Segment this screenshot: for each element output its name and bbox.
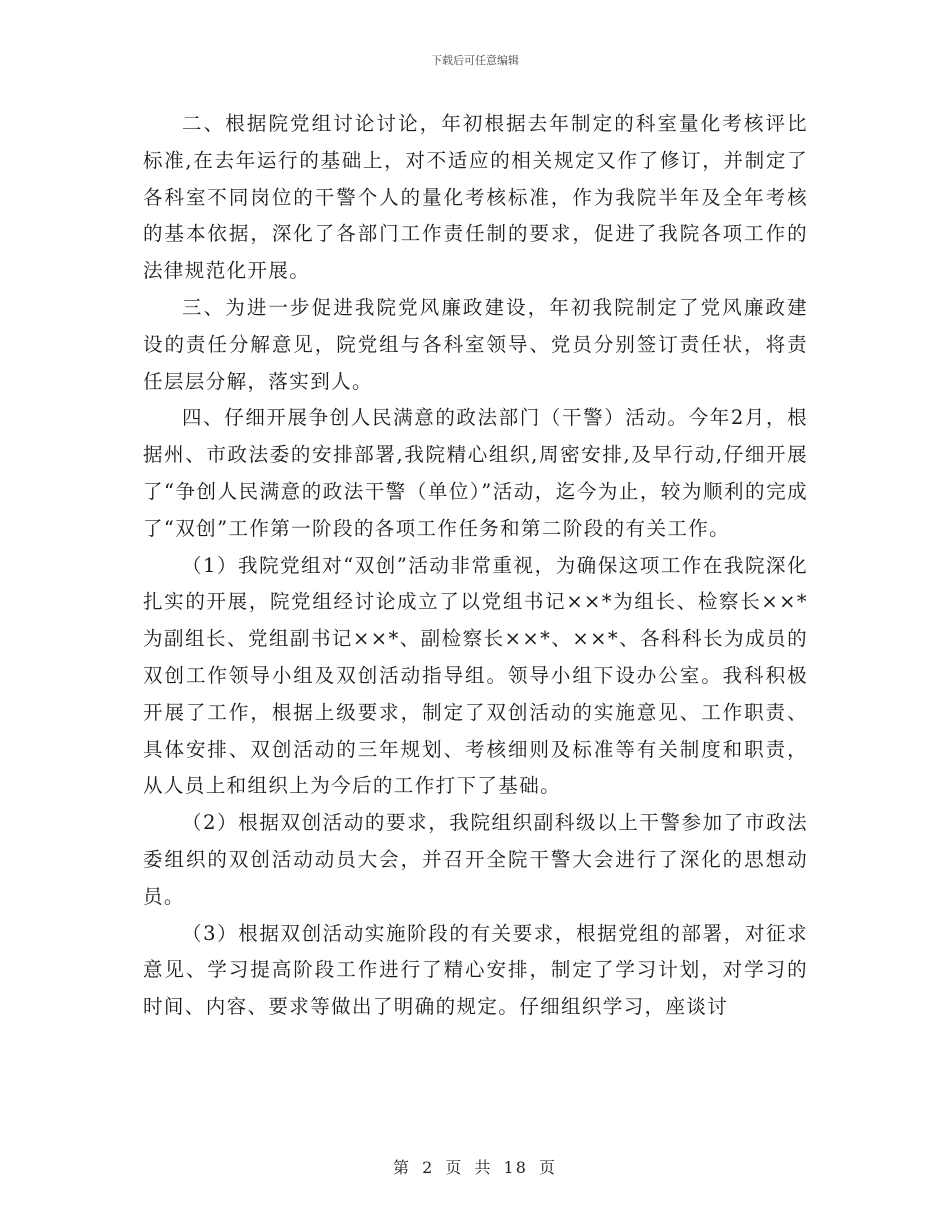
paragraph-4: 四、仔细开展争创人民满意的政法部门（干警）活动。今年2月，根据州、市政法委的安排部署,我院精心组织,周密安排,及早行动,仔细开展了“争创人民满意的政法干警（单位）”活动，迄今为止，较为顺利的完成了“双创”工作第一阶段的各项工作任务和第二阶段的有关工作。 <box>143 406 808 540</box>
paragraph-4-1: （1）我院党组对“双创”活动非常重视，为确保这项工作在我院深化扎实的开展，院党组经讨论成立了以党组书记××*为组长、检察长××*为副组长、党组副书记××*、副检察长××*、××*、各科科长为成员的双创工作领导小组及双创活动指导组。领导小组下设办公室。我科积极开展了工作，根据上级要求，制定了双创活动的实施意见、工作职责、具体安排、双创活动的三年规划、考核细则及标准等有关制度和职责，从人员上和组织上为今后的工作打下了基础。 <box>143 553 808 798</box>
page-number: 第 2 页 共 18 页 <box>393 1158 557 1177</box>
paragraph-3: 三、为进一步促进我院党风廉政建设，年初我院制定了党风廉政建设的责任分解意见，院党组与各科室领导、党员分别签订责任状，将责任层层分解，落实到人。 <box>143 295 808 393</box>
paragraph-4-3: （3）根据双创活动实施阶段的有关要求，根据党组的部署，对征求意见、学习提高阶段工作进行了精心安排，制定了学习计划，对学习的时间、内容、要求等做出了明确的规定。仔细组织学习，座谈讨 <box>143 921 808 1019</box>
document-body <box>143 106 808 1026</box>
paragraph-2: 二、根据院党组讨论讨论，年初根据去年制定的科室量化考核评比标准,在去年运行的基础上，对不适应的相关规定又作了修订，并制定了各科室不同岗位的干警个人的量化考核标准，作为我院半年及全年考核的基本依据，深化了各部门工作责任制的要求，促进了我院各项工作的法律规范化开展。 <box>143 112 808 283</box>
page-header-note: 下载后可任意编辑 <box>431 54 519 67</box>
paragraph-4-2: （2）根据双创活动的要求，我院组织副科级以上干警参加了市政法委组织的双创活动动员大会，并召开全院干警大会进行了深化的思想动员。 <box>143 811 808 908</box>
